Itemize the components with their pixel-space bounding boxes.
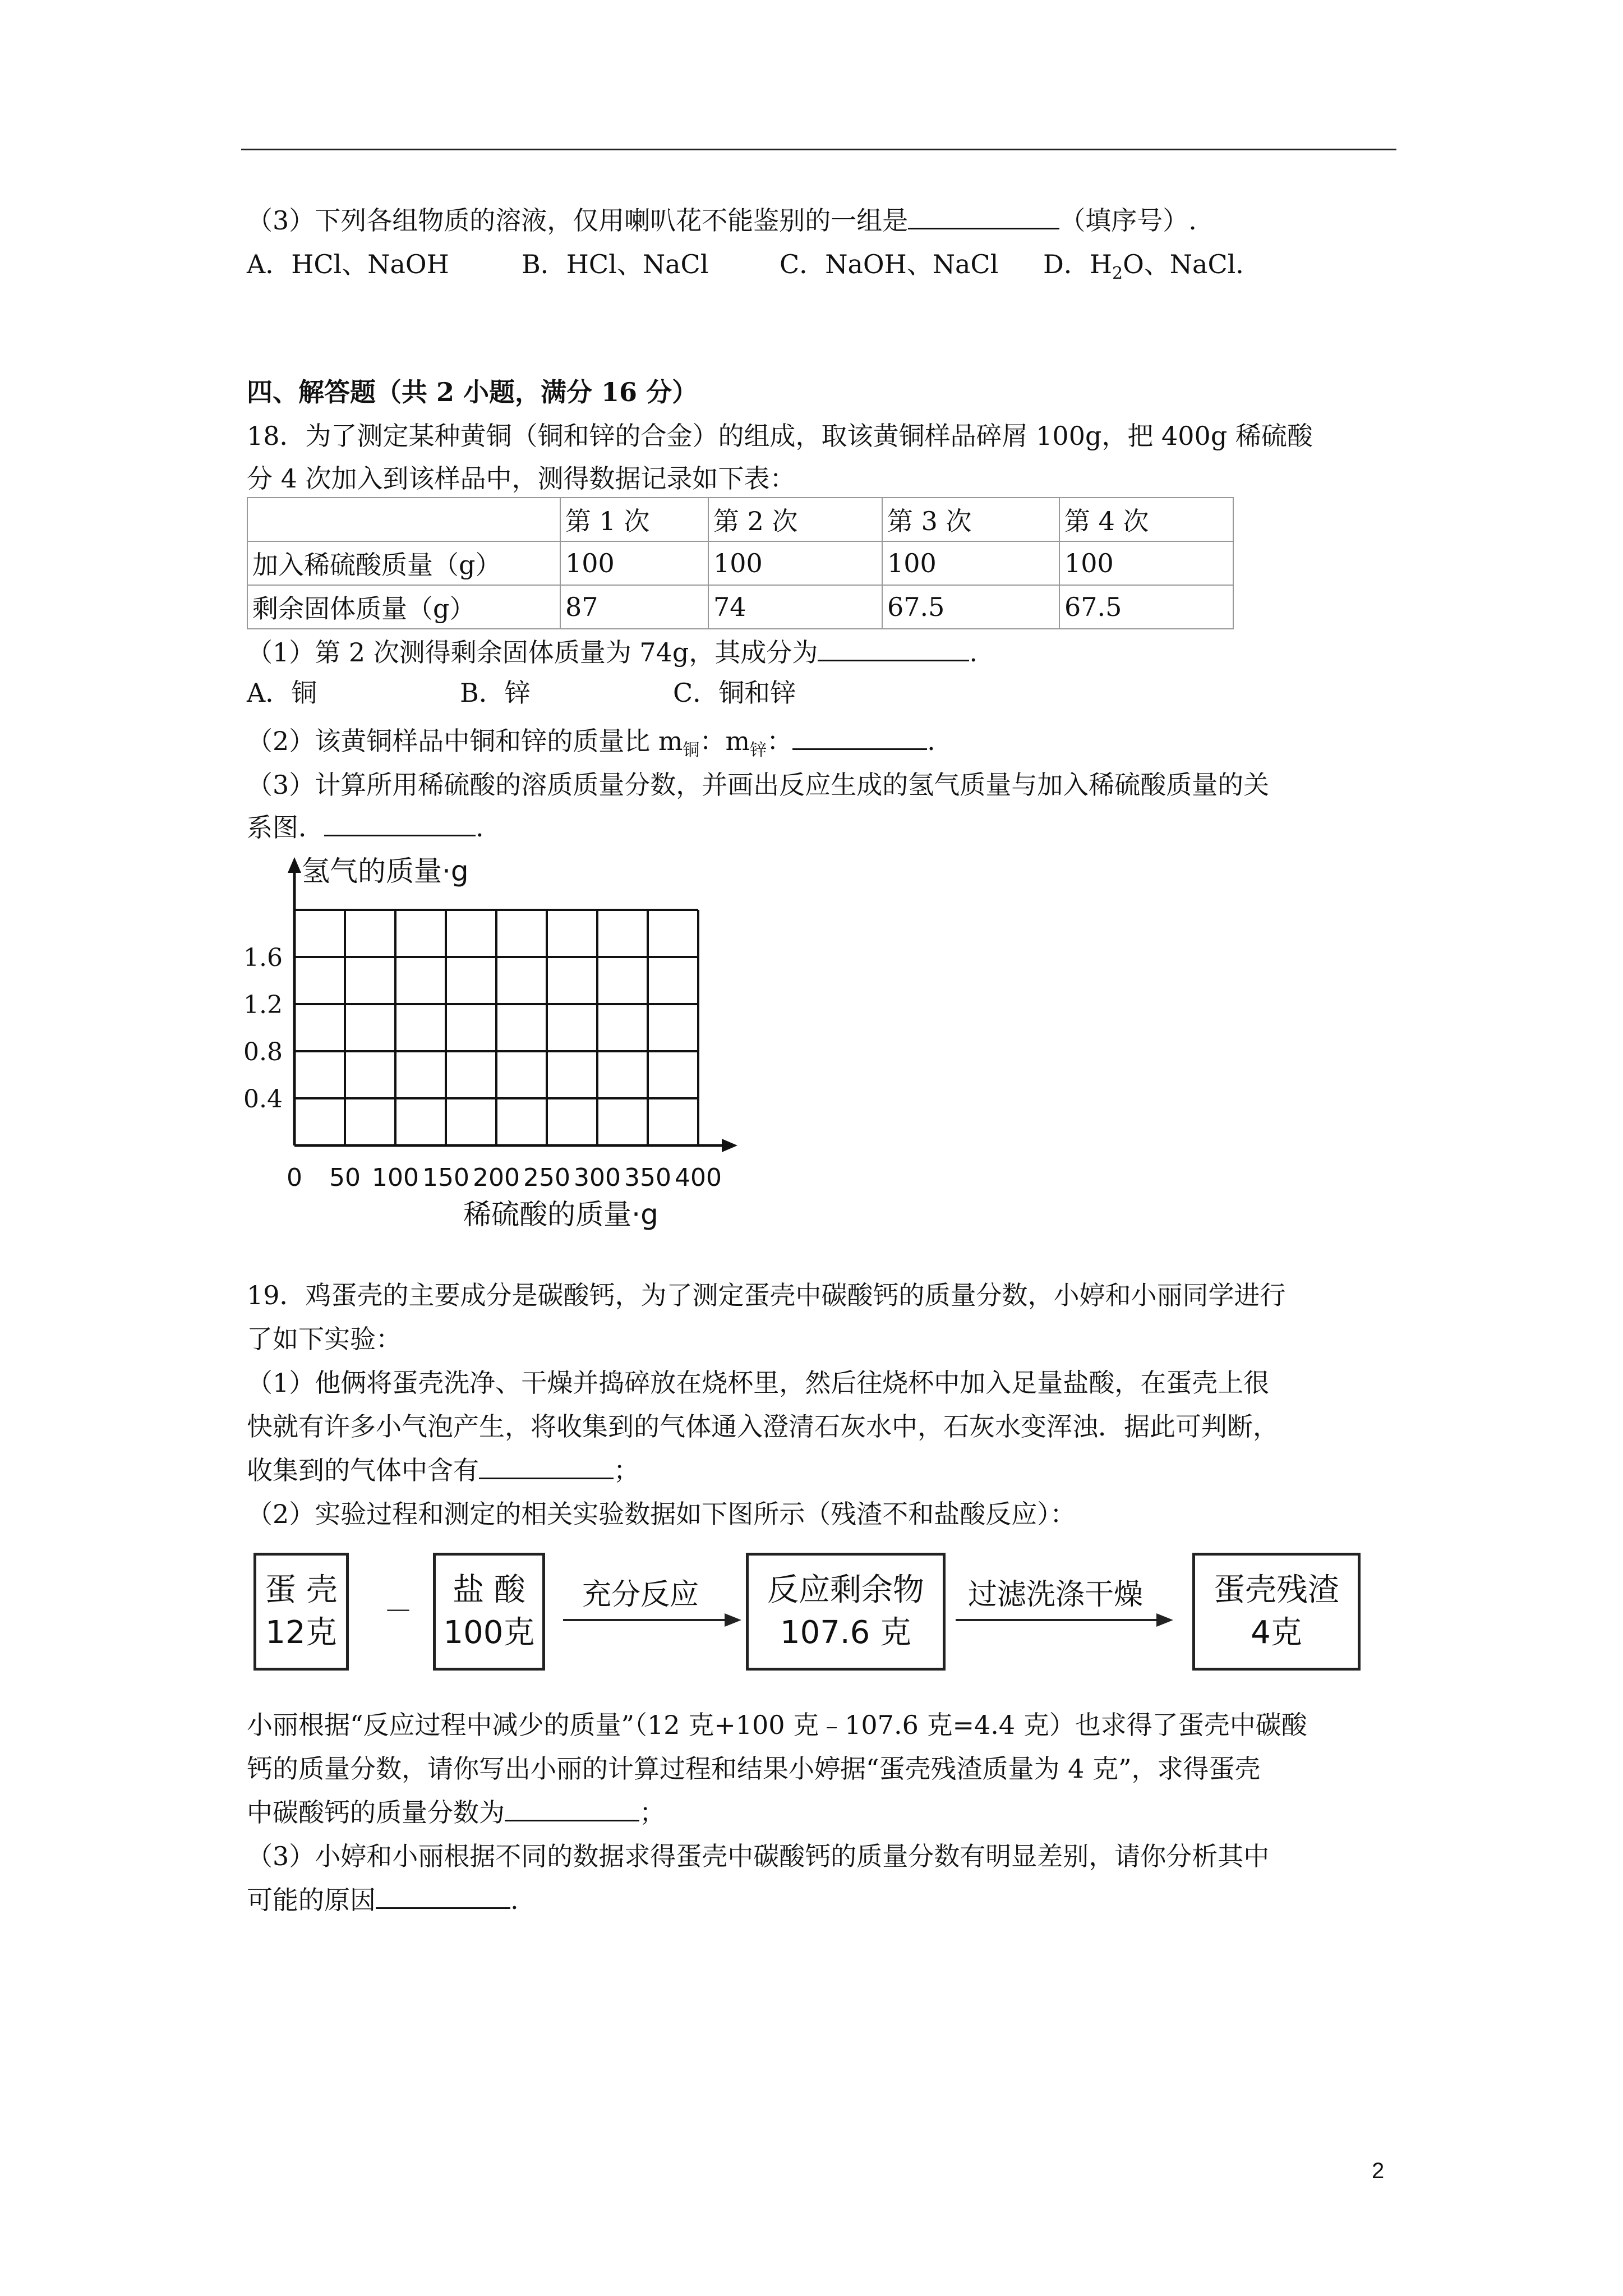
- flow-box-residue: 蛋壳残渣 4克: [1192, 1553, 1361, 1671]
- y-tick-label: 1.6: [243, 944, 283, 972]
- x-tick-labels: [287, 1163, 722, 1192]
- header-rule: [241, 149, 1396, 150]
- x-tick-label: 50: [329, 1163, 361, 1192]
- q18-sub3-line1: （3）计算所用稀硫酸的溶质质量分数，并画出反应生成的氢气质量与加入稀硫酸质量的关: [247, 770, 1270, 800]
- table-row: [247, 585, 1233, 629]
- table-cell: 加入稀硫酸质量（g）: [247, 541, 560, 585]
- flow-arrow1: [561, 1609, 746, 1631]
- x-tick-label: 350: [624, 1163, 671, 1192]
- q18-stem-line1: 18．为了测定某种黄铜（铜和锌的合金）的组成，取该黄铜样品碎屑 100g，把 400g 稀硫酸: [247, 421, 1313, 451]
- table-cell: 100: [1059, 541, 1233, 585]
- table-header-row: [247, 498, 1233, 541]
- q19-sub1-answer-blank[interactable]: [479, 1455, 614, 1479]
- q17-3-option-c: C．NaOH、NaCl: [780, 249, 999, 279]
- q18-stem-line2: 分 4 次加入到该样品中，测得数据记录如下表：: [247, 463, 796, 494]
- q17-3-suffix: （填序号）.: [1059, 205, 1197, 236]
- y-tick-label: 1.2: [243, 991, 283, 1019]
- q17-3-option-a: A．HCl、NaOH: [247, 249, 449, 279]
- q19-sub3-answer-blank[interactable]: [376, 1885, 510, 1909]
- y-axis-arrow-icon: [288, 857, 301, 873]
- x-tick-label: 300: [574, 1163, 621, 1192]
- q18-sub2: （2）该黄铜样品中铜和锌的质量比 $m_铜$：$m_锌$： .: [247, 726, 935, 761]
- x-tick-label: 400: [675, 1163, 722, 1192]
- q19-sub1-line1: （1）他俩将蛋壳洗净、干燥并捣碎放在烧杯里，然后往烧杯中加入足量盐酸，在蛋壳上很: [247, 1368, 1270, 1398]
- q18-sub2-answer-blank[interactable]: [792, 726, 927, 750]
- q18-sub1: （1）第 2 次测得剩余固体质量为 74g，其成分为 .: [247, 637, 978, 668]
- x-tick-label: 100: [372, 1163, 419, 1192]
- y-tick-labels: [243, 944, 283, 1114]
- page-number: 2: [1372, 2159, 1385, 2183]
- x-tick-label: 0: [287, 1163, 302, 1192]
- flow-arrow2-label: 过滤洗涤干燥: [968, 1578, 1144, 1612]
- table-cell: 第 3 次: [882, 498, 1059, 541]
- table-cell: 100: [560, 541, 708, 585]
- flow-box-remaining: 反应剩余物 107.6 克: [746, 1553, 946, 1671]
- x-tick-label: 250: [523, 1163, 570, 1192]
- table-cell: [247, 498, 560, 541]
- q18-sub1-option-b: B．锌: [460, 678, 531, 708]
- table-cell: 第 2 次: [708, 498, 882, 541]
- table-cell: 67.5: [882, 585, 1059, 629]
- y-axis-label: 氢气的质量·g: [302, 855, 469, 887]
- q18-sub3-line2: 系图． .: [247, 812, 484, 843]
- table-cell: 100: [882, 541, 1059, 585]
- q18-sub1-option-a: A．铜: [247, 678, 317, 708]
- q17-3-prefix: （3）下列各组物质的溶液，仅用喇叭花不能鉴别的一组是: [247, 205, 909, 236]
- section-4-title: 四、解答题（共 2 小题，满分 16 分）: [247, 377, 698, 407]
- q18-sub1-answer-blank[interactable]: [818, 637, 969, 661]
- graph-grid: [294, 910, 698, 1145]
- table-cell: 67.5: [1059, 585, 1233, 629]
- q17-3-answer-blank[interactable]: [908, 205, 1059, 229]
- q18-sub3-answer-blank[interactable]: [324, 812, 476, 836]
- table-cell: 剩余固体质量（g）: [247, 585, 560, 629]
- q19-stem-line1: 19．鸡蛋壳的主要成分是碳酸钙，为了测定蛋壳中碳酸钙的质量分数，小婷和小丽同学进行: [247, 1280, 1286, 1310]
- flow-arrow2: [953, 1609, 1178, 1631]
- table-cell: 87: [560, 585, 708, 629]
- table-cell: 100: [708, 541, 882, 585]
- x-tick-label: 200: [473, 1163, 520, 1192]
- y-tick-label: 0.8: [243, 1038, 283, 1066]
- table-cell: 74: [708, 585, 882, 629]
- q19-sub1-line3: 收集到的气体中含有 ；: [247, 1455, 639, 1485]
- q19-calc-line2: 钙的质量分数，请你写出小丽的计算过程和结果小婷据“蛋壳残渣质量为 4 克”，求得蛋壳: [247, 1754, 1261, 1784]
- q17-3-option-b: B．HCl、NaCl: [522, 249, 709, 279]
- q19-calc-answer-blank[interactable]: [505, 1797, 639, 1821]
- q19-calc-line3: 中碳酸钙的质量分数为 ；: [247, 1797, 665, 1828]
- q19-sub3-line2: 可能的原因 .: [247, 1885, 519, 1915]
- arrow-head-icon: [1156, 1613, 1173, 1627]
- q18-sub1-option-c: C．铜和锌: [673, 678, 796, 708]
- x-axis-label: 稀硫酸的质量·g: [463, 1198, 658, 1231]
- flow-box-hcl: 盐 酸 100克: [433, 1553, 545, 1671]
- table-row: [247, 541, 1233, 585]
- q18-data-table: [247, 497, 1234, 629]
- q18-blank-graph: [236, 847, 785, 1234]
- q19-calc-line1: 小丽根据“反应过程中减少的质量”（12 克+100 克﹣107.6 克=4.4 克）也求得了蛋壳中碳酸: [247, 1710, 1307, 1740]
- q17-3-question: [247, 203, 1197, 238]
- table-cell: 第 1 次: [560, 498, 708, 541]
- q19-sub2: （2）实验过程和测定的相关实验数据如下图所示（残渣不和盐酸反应）：: [247, 1499, 1076, 1529]
- y-tick-label: 0.4: [243, 1085, 283, 1114]
- flow-dash: －: [384, 1595, 413, 1628]
- arrow-head-icon: [725, 1613, 741, 1627]
- x-tick-label: 150: [422, 1163, 469, 1192]
- q19-stem-line2: 了如下实验：: [247, 1324, 402, 1354]
- x-axis-arrow-icon: [722, 1139, 737, 1152]
- q19-sub3-line1: （3）小婷和小丽根据不同的数据求得蛋壳中碳酸钙的质量分数有明显差别，请你分析其中: [247, 1841, 1270, 1871]
- flow-box-eggshell: 蛋 壳 12克: [253, 1553, 349, 1671]
- q17-3-option-d: D．$H_2O$、NaCl．: [1043, 249, 1262, 284]
- flow-arrow1-label: 充分反应: [582, 1578, 699, 1612]
- table-cell: 第 4 次: [1059, 498, 1233, 541]
- q19-sub1-line2: 快就有许多小气泡产生，将收集到的气体通入澄清石灰水中，石灰水变浑浊．据此可判断，: [247, 1411, 1279, 1442]
